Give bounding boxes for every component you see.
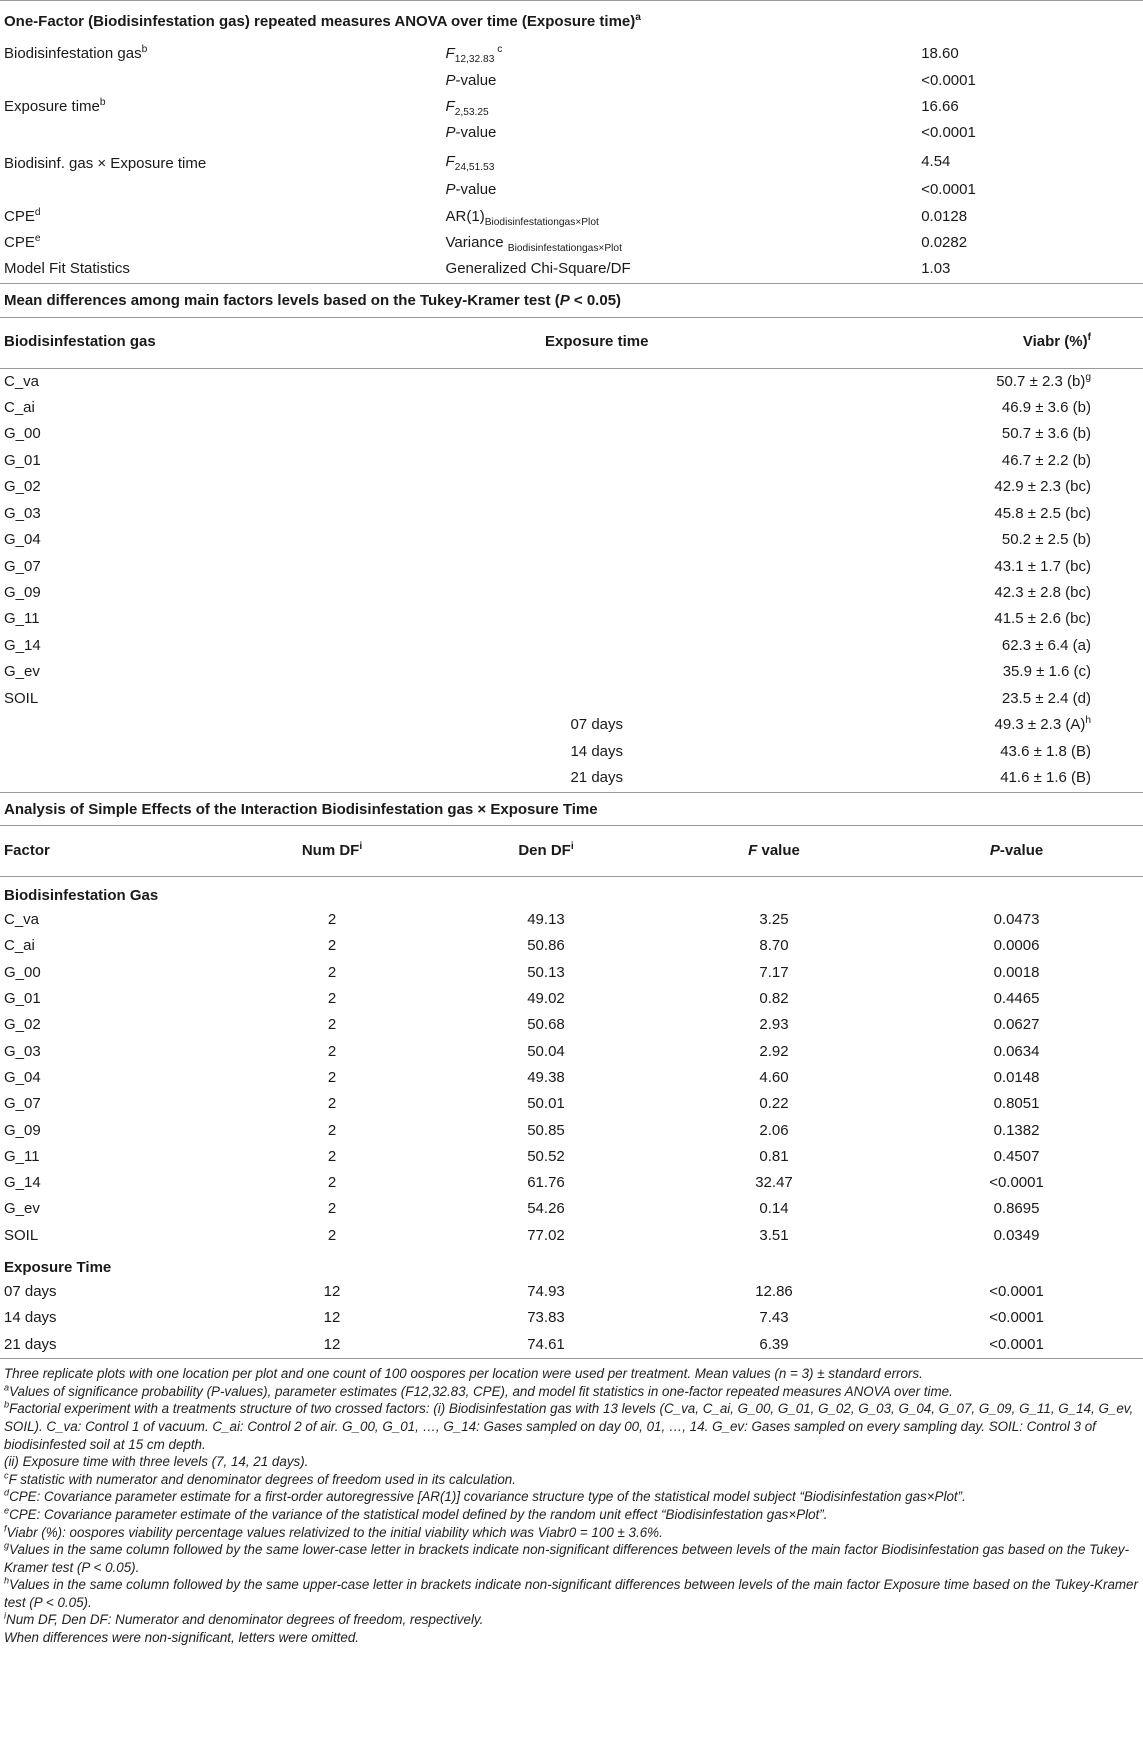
effects-factor: G_00 [4, 963, 41, 981]
anova-statistic: P-value [445, 71, 497, 89]
tukey-gas: G_07 [4, 557, 41, 575]
anova-row [0, 41, 1143, 67]
effects-factor: 21 days [4, 1335, 57, 1353]
anova-table [0, 0, 1143, 283]
header-num-df: Num $DF^i$ [230, 826, 430, 877]
effects-factor: G_03 [4, 1042, 41, 1060]
anova-label [0, 121, 442, 147]
tukey-row [0, 501, 1143, 527]
effects-p-value: <0.0001 [989, 1283, 1044, 1301]
table-footnotes [0, 1359, 1143, 1647]
section2-title: Mean differences among main factors levels based on the Tukey-Kramer test (P < 0.05) [0, 283, 1143, 317]
effects-f-value: 8.70 [759, 937, 789, 955]
group-biodisinfestation-gas: Biodisinfestation Gas [0, 877, 1143, 908]
tukey-row [0, 633, 1143, 659]
effects-row [0, 907, 1143, 933]
effects-p-value: 0.0018 [993, 963, 1040, 981]
effects-factor: G_09 [4, 1121, 41, 1139]
footnote: $^a$Values of significance probability (P-values), parameter estimates (F12,32.83, CPE), and model fit statistics in one-factor repeated measures ANOVA over time. [4, 1382, 953, 1399]
effects-row [0, 1306, 1143, 1332]
effects-p-value: 0.0473 [993, 911, 1040, 929]
effects-factor: G_01 [4, 990, 41, 1008]
effects-row [0, 986, 1143, 1012]
anova-statistic: $F_{24,51.53}$ [445, 152, 495, 173]
tukey-gas: G_ev [4, 663, 40, 681]
effects-f-value: 0.81 [759, 1147, 789, 1165]
tukey-time [476, 448, 714, 474]
tukey-gas: C_va [0, 368, 476, 395]
header-viabr: Viabr (%)$^f$ [714, 317, 1143, 368]
tukey-viabr: 50.7 ± 3.6 (b) [1001, 425, 1091, 443]
tukey-row [0, 765, 1143, 791]
tukey-viabr: 50.2 ± 2.5 (b) [1001, 531, 1091, 549]
effects-factor: G_02 [4, 1016, 41, 1034]
effects-f-value: 12.86 [755, 1283, 793, 1301]
effects-den-df: 50.85 [527, 1121, 565, 1139]
section1-title: One-Factor (Biodisinfestation gas) repeated measures ANOVA over time (Exposure time)$^a$ [0, 1, 1143, 42]
tukey-time [476, 580, 714, 606]
group-exposure-time: Exposure Time [4, 1258, 112, 1276]
anova-label: CPE$^d$ [4, 206, 41, 225]
effects-factor: G_ev [4, 1200, 40, 1218]
effects-f-value: 2.93 [759, 1016, 789, 1034]
tukey-time: 14 days [570, 742, 624, 760]
footnote: Three replicate plots with one location per plot and one count of 100 oospores per location were used per treatment. Mean values (n = 3) ± standard errors. [4, 1366, 923, 1382]
header-biodisinfestation-gas: Biodisinfestation gas [0, 317, 476, 368]
anova-statistic: Generalized Chi-Square/DF [445, 260, 631, 278]
tukey-row [0, 686, 1143, 712]
effects-den-df: 49.13 [527, 911, 565, 929]
tukey-viabr: 62.3 ± 6.4 (a) [1001, 636, 1091, 654]
effects-num-df: 2 [327, 1121, 337, 1139]
anova-row [0, 147, 1143, 177]
tukey-time [476, 607, 714, 633]
tukey-time [476, 474, 714, 500]
effects-row [0, 1013, 1143, 1039]
effects-den-df: 61.76 [527, 1174, 565, 1192]
tukey-time [476, 527, 714, 553]
effects-factor: C_va [4, 911, 40, 929]
effects-f-value: 32.47 [755, 1174, 793, 1192]
effects-row [0, 1170, 1143, 1196]
anova-value: 18.60 [921, 45, 959, 63]
anova-row [0, 204, 1143, 230]
effects-num-df: 2 [327, 1147, 337, 1165]
effects-num-df: 12 [323, 1335, 341, 1353]
header-den-df: Den $DF^i$ [430, 826, 658, 877]
footnote: $^c$F statistic with numerator and denominator degrees of freedom used in its calculation. [4, 1470, 516, 1487]
tukey-viabr: 49.3 ± 2.3 $(A)^h$ [994, 715, 1091, 734]
anova-statistic: Variance $_{Biodisinfestationgas\times Plot}$ [445, 233, 622, 254]
effects-num-df: 2 [327, 911, 337, 929]
section3-title: Analysis of Simple Effects of the Interaction Biodisinfestation gas × Exposure Time [0, 792, 1143, 826]
effects-factor: G_07 [4, 1095, 41, 1113]
tukey-gas: SOIL [4, 689, 39, 707]
effects-f-value: 0.82 [759, 990, 789, 1008]
effects-f-value: 3.51 [759, 1226, 789, 1244]
effects-f-value: 4.60 [759, 1068, 789, 1086]
effects-den-df: 50.52 [527, 1147, 565, 1165]
tukey-row [0, 527, 1143, 553]
tukey-viabr: 46.7 ± 2.2 (b) [1001, 451, 1091, 469]
anova-value: 1.03 [921, 260, 951, 278]
anova-row [0, 94, 1143, 120]
tukey-viabr: 43.1 ± 1.7 (bc) [994, 557, 1091, 575]
tukey-viabr: 45.8 ± 2.5 (bc) [994, 504, 1091, 522]
tukey-gas: G_02 [4, 478, 41, 496]
effects-row [0, 1065, 1143, 1091]
tukey-gas [0, 765, 476, 791]
tukey-row [0, 739, 1143, 765]
anova-value: 0.0128 [921, 207, 968, 225]
effects-num-df: 12 [323, 1283, 341, 1301]
footnote: $^f$Viabr (%): oospores viability percentage values relativized to the initial viability which was Viabr0 = 100 ± 3.6%. [4, 1523, 663, 1540]
header-f-value: F value [658, 826, 886, 877]
effects-f-value: 7.17 [759, 963, 789, 981]
effects-num-df: 2 [327, 963, 337, 981]
effects-den-df: 50.86 [527, 937, 565, 955]
effects-p-value: 0.4507 [993, 1147, 1040, 1165]
anova-label: Biodisinf. gas × Exposure time [4, 155, 207, 173]
effects-num-df: 2 [327, 1042, 337, 1060]
tukey-row [0, 712, 1143, 738]
effects-den-df: 49.38 [527, 1068, 565, 1086]
footnote: $^b$Factorial experiment with a treatments structure of two crossed factors: (i) Biodisinfestation gas with 13 levels (C_va, C_ai, G_00, G_01, G_02, G_03, G_04, G_07, G_09, G_11, G_14, G_ev, SOIL). C_va: Control 1 of vacuum. C_ai: Control 2 of air. G_00, G_01, …, G_14: Gases sampled on day 00, 01, …, 14. G_ev: Gases sampled on every sampling day. SOIL: Control 3 of biodisinfested soil at 15 cm depth. [4, 1399, 1134, 1452]
effects-row [0, 1039, 1143, 1065]
tukey-viabr: 35.9 ± 1.6 (c) [1002, 663, 1091, 681]
footnote: $^h$Values in the same column followed by the same upper-case letter in brackets indicate non-significant differences between levels of the main factor Exposure time based on the Tukey-Kramer test (P < 0.05). [4, 1575, 1138, 1610]
tukey-gas: G_01 [4, 451, 41, 469]
effects-f-value: 2.92 [759, 1042, 789, 1060]
effects-p-value: 0.0349 [993, 1226, 1040, 1244]
effects-num-df: 2 [327, 1200, 337, 1218]
effects-p-value: 0.0634 [993, 1042, 1040, 1060]
effects-den-df: 50.04 [527, 1042, 565, 1060]
effects-row [0, 1197, 1143, 1223]
effects-row [0, 1144, 1143, 1170]
effects-num-df: 2 [327, 1174, 337, 1192]
tukey-row [0, 554, 1143, 580]
effects-den-df: 54.26 [527, 1200, 565, 1218]
effects-factor: G_04 [4, 1068, 41, 1086]
tukey-time: 21 days [570, 769, 624, 787]
effects-p-value: 0.8051 [993, 1095, 1040, 1113]
effects-p-value: 0.1382 [993, 1121, 1040, 1139]
effects-f-value: 2.06 [759, 1121, 789, 1139]
tukey-gas: G_09 [4, 584, 41, 601]
anova-statistic: $F_{12,32.83}$ $^c$ [445, 44, 503, 66]
effects-num-df: 12 [323, 1309, 341, 1327]
tukey-viabr: 42.9 ± 2.3 (bc) [994, 478, 1091, 496]
effects-den-df: 50.68 [527, 1016, 565, 1034]
effects-row [0, 1279, 1143, 1305]
effects-row [0, 960, 1143, 986]
effects-row [0, 1091, 1143, 1117]
anova-label: Biodisinfestation gas$^b$ [4, 44, 148, 63]
effects-p-value: 0.0148 [993, 1068, 1040, 1086]
effects-factor: C_ai [4, 937, 35, 955]
tukey-row [0, 474, 1143, 500]
effects-num-df: 2 [327, 1016, 337, 1034]
header-exposure-time: Exposure time [476, 317, 714, 368]
effects-num-df: 2 [327, 1226, 337, 1244]
effects-row [0, 1118, 1143, 1144]
tukey-viabr: 23.5 ± 2.4 (d) [1001, 689, 1091, 707]
effects-factor: SOIL [4, 1226, 39, 1244]
anova-label: CPE$^e$ [4, 232, 41, 251]
effects-den-df: 73.83 [527, 1309, 565, 1327]
footnote: $^g$Values in the same column followed by the same lower-case letter in brackets indicate non-significant differences between levels of the main factor Biodisinfestation gas based on the Tukey-Kramer test (P < 0.05). [4, 1540, 1130, 1575]
tukey-time [476, 422, 714, 448]
effects-p-value: 0.0627 [993, 1016, 1040, 1034]
effects-factor: G_11 [4, 1147, 40, 1165]
effects-num-df: 2 [327, 937, 337, 955]
tukey-viabr: 43.6 ± 1.8 (B) [1000, 742, 1091, 760]
effects-num-df: 2 [327, 1068, 337, 1086]
effects-den-df: 74.61 [527, 1335, 565, 1353]
effects-factor: 07 days [4, 1283, 57, 1301]
tukey-time [476, 659, 714, 685]
anova-value: 4.54 [921, 152, 951, 170]
tukey-row [0, 422, 1143, 448]
anova-row [0, 121, 1143, 147]
tukey-viabr: 50.7 ± 2.3 $(b)^g$ [714, 368, 1143, 395]
footnote: $^e$CPE: Covariance parameter estimate of the variance of the statistical model defined by the random unit effect “Biodisinfestation gas×Plot”. [4, 1505, 828, 1522]
tukey-gas: G_11 [4, 610, 40, 628]
effects-f-value: 0.22 [759, 1095, 789, 1113]
anova-label: Exposure time$^b$ [4, 96, 106, 115]
tukey-time [476, 554, 714, 580]
tukey-time: 07 days [570, 716, 624, 734]
tukey-gas [0, 712, 476, 738]
anova-row [0, 68, 1143, 94]
tukey-gas: G_03 [4, 504, 41, 522]
effects-factor: 14 days [4, 1309, 57, 1327]
effects-p-value: 0.0006 [993, 937, 1040, 955]
tukey-time [476, 686, 714, 712]
effects-den-df: 74.93 [527, 1283, 565, 1301]
anova-statistic: $AR(1)_{Biodisinfestationgas\times Plot}$ [445, 207, 599, 228]
effects-den-df: 50.01 [527, 1095, 565, 1113]
anova-statistic: P-value [445, 124, 497, 142]
anova-row [0, 177, 1143, 203]
effects-den-df: 50.13 [527, 963, 565, 981]
tukey-row [0, 659, 1143, 685]
effects-f-value: 0.14 [759, 1200, 789, 1218]
effects-f-value: 7.43 [759, 1309, 789, 1327]
anova-label: Model Fit Statistics [4, 260, 130, 278]
footnote: $^i$Num DF, Den DF: Numerator and denominator degrees of freedom, respectively. [4, 1611, 484, 1628]
effects-row [0, 1223, 1143, 1249]
tukey-row [0, 368, 1143, 395]
tukey-time [476, 633, 714, 659]
effects-p-value: <0.0001 [989, 1309, 1044, 1327]
tukey-viabr: 42.3 ± 2.8 (bc) [994, 584, 1091, 601]
tukey-time [476, 395, 714, 421]
effects-p-value: 0.8695 [993, 1200, 1040, 1218]
effects-row [0, 1332, 1143, 1359]
tukey-time [476, 368, 714, 395]
anova-value: 0.0282 [921, 233, 968, 251]
tukey-gas: C_ai [4, 398, 35, 416]
anova-row [0, 230, 1143, 256]
anova-value: <0.0001 [921, 124, 976, 142]
anova-label [0, 68, 442, 94]
tukey-viabr: 41.5 ± 2.6 (bc) [994, 610, 1091, 628]
effects-p-value: <0.0001 [989, 1335, 1044, 1353]
anova-value: <0.0001 [921, 71, 976, 89]
tukey-row [0, 395, 1143, 421]
effects-den-df: 77.02 [527, 1226, 565, 1244]
footnote: $^d$CPE: Covariance parameter estimate for a first-order autoregressive [AR(1)] covariance structure type of the statistical model subject “Biodisinfestation gas×Plot”. [4, 1487, 966, 1505]
effects-p-value: 0.4465 [993, 990, 1040, 1008]
simple-effects-table [0, 792, 1143, 1360]
header-factor: Factor [0, 826, 230, 877]
effects-row [0, 934, 1143, 960]
tukey-gas: G_14 [4, 636, 41, 654]
anova-value: <0.0001 [921, 181, 976, 199]
anova-row [0, 257, 1143, 283]
effects-num-df: 2 [327, 1095, 337, 1113]
tukey-table [0, 283, 1143, 792]
tukey-gas: G_04 [4, 531, 41, 549]
footnote: (ii) Exposure time with three levels (7, 14, 21 days). [4, 1454, 309, 1470]
effects-num-df: 2 [327, 990, 337, 1008]
tukey-row [0, 607, 1143, 633]
tukey-row [0, 448, 1143, 474]
footnote: When differences were non-significant, letters were omitted. [4, 1630, 360, 1646]
tukey-gas [0, 739, 476, 765]
anova-value: 16.66 [921, 97, 959, 115]
tukey-gas: G_00 [4, 425, 41, 443]
effects-f-value: 3.25 [759, 911, 789, 929]
tukey-time [476, 501, 714, 527]
anova-statistic: $F_{2,53.25}$ [445, 97, 489, 118]
tukey-row [0, 580, 1143, 606]
anova-statistic: P-value [445, 181, 497, 199]
effects-p-value: <0.0001 [989, 1174, 1044, 1192]
header-p-value: P-value [886, 826, 1143, 877]
anova-label [0, 177, 442, 203]
tukey-viabr: 41.6 ± 1.6 (B) [1000, 769, 1091, 787]
effects-f-value: 6.39 [759, 1335, 789, 1353]
effects-den-df: 49.02 [527, 990, 565, 1008]
effects-factor: G_14 [4, 1174, 41, 1192]
tukey-viabr: 46.9 ± 3.6 (b) [1001, 398, 1091, 416]
